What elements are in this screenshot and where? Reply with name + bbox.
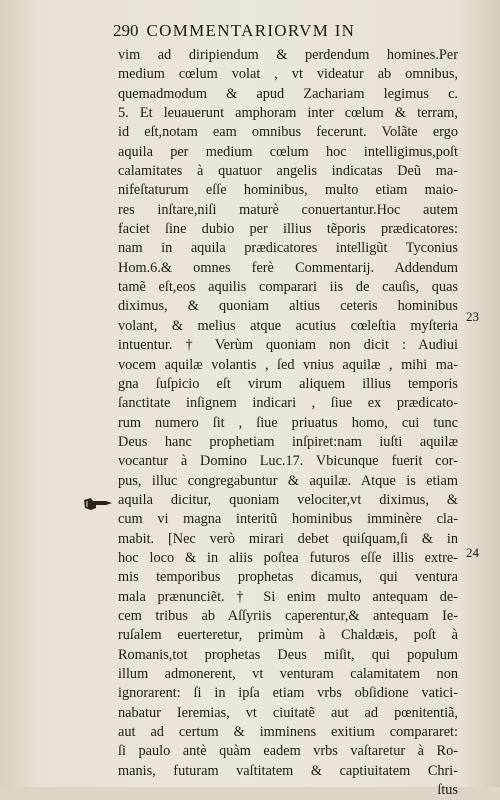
text-line: intuentur. † Verùm quoniam non dicit : Audiui [118, 337, 458, 354]
text-line: illum admonerent, vt venturam calamitatem non [118, 666, 458, 682]
text-line: aquila dicitur, quoniam velociter,vt diximus, & [118, 491, 458, 508]
text-line: diximus, & quoniam altius ceteris hominibus [118, 298, 458, 315]
text-line: nifeſtaturum eſſe hominibus, multo etiam maio- [118, 182, 458, 199]
text-line: nam in aquila prædicatores intelligũt Tyconius [118, 240, 458, 257]
text-line: cum vi magna interitũ hominibus imminère cla- [118, 511, 458, 528]
text-line: nabatur Ieremias, vt ciuitatẽ aut ad pœnitentiã, [118, 704, 458, 721]
text-line: rum numero ſit , ſiue priuatus homo, cui tunc [118, 414, 458, 431]
text-line: Deus hanc prophetiam inſpiret:nam iuſti aquilæ [118, 433, 458, 450]
text-line: gna ſuſpicio eſt virum aliquem illius temporis [118, 375, 458, 392]
text-line: pus, illuc congregabuntur & aquilæ. Atque is etiam [118, 472, 458, 489]
manicule-hand-icon [82, 495, 114, 513]
text-line: vocem aquilæ volantis , ſed vnius aquilæ , mihi ma- [118, 356, 458, 373]
text-line: ignorarent: ſi in ipſa etiam vrbs obſidione vatici- [118, 685, 458, 702]
text-line: vim ad diripiendum & perdendum homines.Per [118, 47, 458, 63]
text-line: hoc loco & in aliis poſtea futuros eſſe illis extre- [118, 549, 458, 566]
text-line: volant, & melius atque acutius cœleſtia myſteria [118, 317, 458, 334]
margin-note-24: 24 [466, 545, 479, 560]
text-line: ruſalem euerteretur, primùm à Chaldæis, poſt à [118, 627, 458, 644]
text-line: faciet ſine dubio per illius tẽporis prædicatores: [118, 221, 458, 238]
page-number: 290 [113, 21, 139, 40]
text-line: res inſtare,niſi maturè conuertantur.Hoc autem [118, 201, 458, 218]
text-line: ſi paulo antè quàm eadem vrbs vaſtaretur à Ro- [118, 743, 458, 760]
text-line: Hom.6.& omnes ferè Commentarij. Addendum [118, 259, 458, 276]
running-title: COMMENTARIORVM IN [146, 21, 356, 40]
text-line: tamẽ eſt,eos aquilis comparari iis de cauſis, quas [118, 279, 458, 296]
text-line: Romanis,tot prophetas Deus miſit, qui populum [118, 646, 458, 663]
text-line: cem tribus ab Aſſyriis caperentur,& antequam Ie- [118, 607, 458, 624]
text-line: id eſt,notam eam omnibus fecerunt. Volãte ergo [118, 124, 458, 141]
text-line: mala prænunciẽt. † Si enim multo antequam de- [118, 588, 458, 605]
text-line: vocantur à Domino Luc.17. Vbicunque fuerit cor- [118, 453, 458, 470]
text-line: mis temporibus prophetas dicamus, qui ventura [118, 569, 458, 586]
text-line: aquila per medium cœlum hoc intelligimus,poſt [118, 143, 458, 160]
text-line: ſtus [437, 782, 458, 799]
text-line: 5. Et leuauerunt amphoram inter cœlum & terram, [118, 105, 458, 122]
text-line: ſanctitate inſignem indicari , ſiue ex prædicato- [118, 395, 458, 412]
text-line: quemadmodum & apud Zachariam legimus c. [118, 85, 458, 102]
text-line: aut ad certum & imminens exitium compararet: [118, 724, 458, 741]
text-line: calamitates à quatuor angelis indicatas Deũ ma- [118, 163, 458, 180]
text-line: mabit. [Nec verò mirari debet quiſquam,ſi & in [118, 530, 458, 547]
text-line: manis, futuram vaſtitatem & captiuitatem Chri- [118, 762, 458, 779]
running-header [113, 21, 443, 41]
margin-note-23: 23 [466, 309, 479, 324]
text-line: medium cœlum volat , vt videatur ab omnibus, [118, 66, 458, 83]
body-text [118, 46, 458, 800]
